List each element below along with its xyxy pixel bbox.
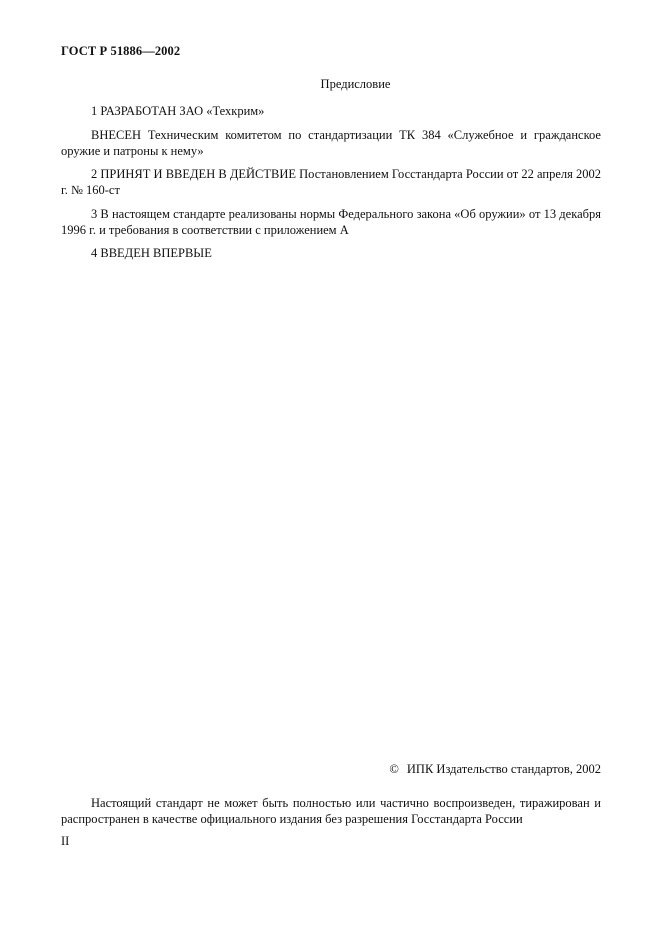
preface-title: Предисловие [320,77,391,91]
preface-item-introduced: ВНЕСЕН Техническим комитетом по стандартизации ТК 384 «Служебное и гражданское оружие и патроны к нему» [61,128,601,158]
page-number: II [61,834,70,848]
preface-heading [0,77,661,92]
preface-item-law-norms: 3 В настоящем стандарте реализованы нормы Федерального закона «Об оружии» от 13 декабря 1996 г. и требования в соответствии с приложением А [61,207,601,237]
reproduction-notice: Настоящий стандарт не может быть полностью или частично воспроизведен, тиражирован и распространен в качестве официального издания без разрешения Госстандарта России [61,796,601,826]
preface-item-developed: 1 РАЗРАБОТАН ЗАО «Техкрим» [91,104,265,118]
preface-item-first-introduced: 4 ВВЕДЕН ВПЕРВЫЕ [91,246,212,260]
standard-code: ГОСТ Р 51886—2002 [61,44,181,58]
preface-item-adopted: 2 ПРИНЯТ И ВВЕДЕН В ДЕЙСТВИЕ Постановлением Госстандарта России от 22 апреля 2002 г. № 160-ст [61,167,601,197]
copyright-line [389,762,601,777]
copyright-icon: © [389,762,399,776]
copyright-text: ИПК Издательство стандартов, 2002 [406,762,601,776]
